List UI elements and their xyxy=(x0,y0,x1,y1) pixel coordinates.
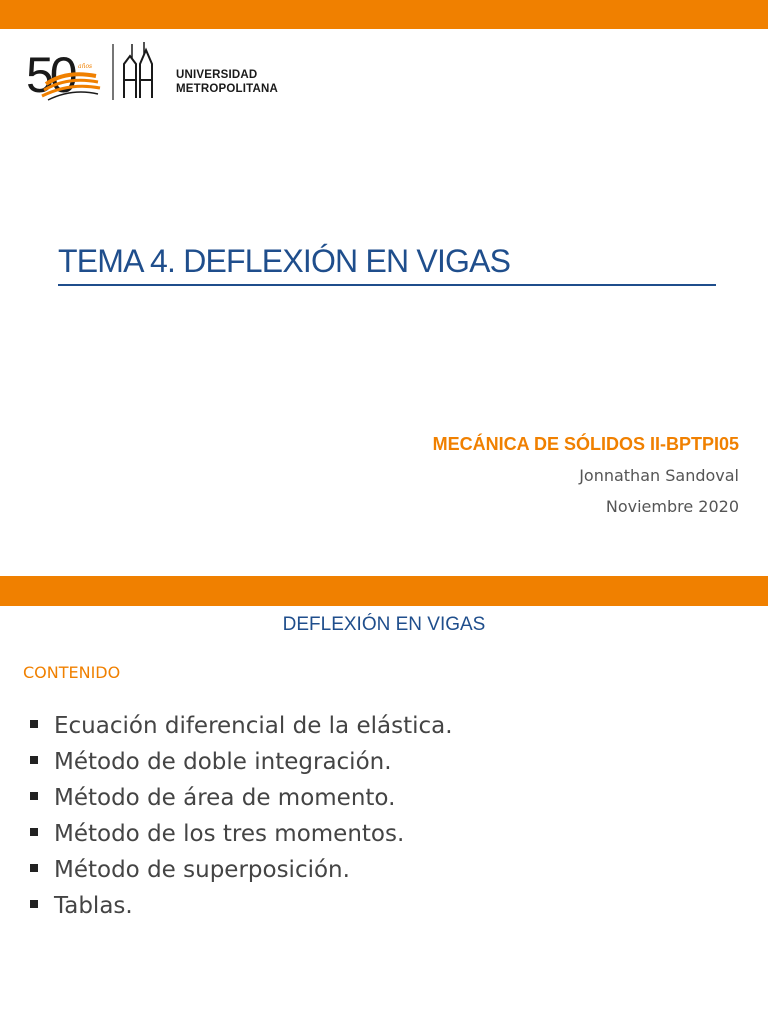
university-logo xyxy=(26,40,279,106)
list-item-text: Método de área de momento. xyxy=(54,785,396,811)
course-name: MECÁNICA DE SÓLIDOS II-BPTPI05 xyxy=(432,434,739,454)
list-item-text: Ecuación diferencial de la elástica. xyxy=(54,713,453,739)
square-bullet-icon xyxy=(30,900,38,908)
contents-list xyxy=(30,708,453,924)
list-item-text: Método de superposición. xyxy=(54,857,350,883)
list-item xyxy=(30,780,453,816)
list-item xyxy=(30,816,453,852)
slide-title: TEMA 4. DEFLEXIÓN EN VIGAS xyxy=(58,243,511,279)
orange-header-bar xyxy=(0,576,768,606)
anniversary-word: años xyxy=(78,63,93,70)
square-bullet-icon xyxy=(30,828,38,836)
fifty-years-logo-icon xyxy=(26,40,166,106)
list-item xyxy=(30,888,453,924)
anniversary-number: 50 xyxy=(26,47,74,103)
contents-slide xyxy=(0,576,768,1024)
square-bullet-icon xyxy=(30,864,38,872)
presentation-date: Noviembre 2020 xyxy=(605,497,739,516)
square-bullet-icon xyxy=(30,756,38,764)
list-item-text: Método de doble integración. xyxy=(54,749,392,775)
author-name: Jonnathan Sandoval xyxy=(579,466,739,485)
list-item-text: Tablas. xyxy=(54,893,133,919)
university-name-line2: METROPOLITANA xyxy=(176,83,279,95)
list-item xyxy=(30,744,453,780)
university-name-line1: UNIVERSIDAD xyxy=(176,69,258,81)
section-label: CONTENIDO xyxy=(23,663,121,682)
square-bullet-icon xyxy=(30,720,38,728)
list-item-text: Método de los tres momentos. xyxy=(54,821,405,847)
slide-title: DEFLEXIÓN EN VIGAS xyxy=(282,614,486,635)
title-underline xyxy=(58,284,716,286)
list-item xyxy=(30,708,453,744)
list-item xyxy=(30,852,453,888)
square-bullet-icon xyxy=(30,792,38,800)
university-name xyxy=(176,68,278,96)
orange-header-bar xyxy=(0,0,768,29)
